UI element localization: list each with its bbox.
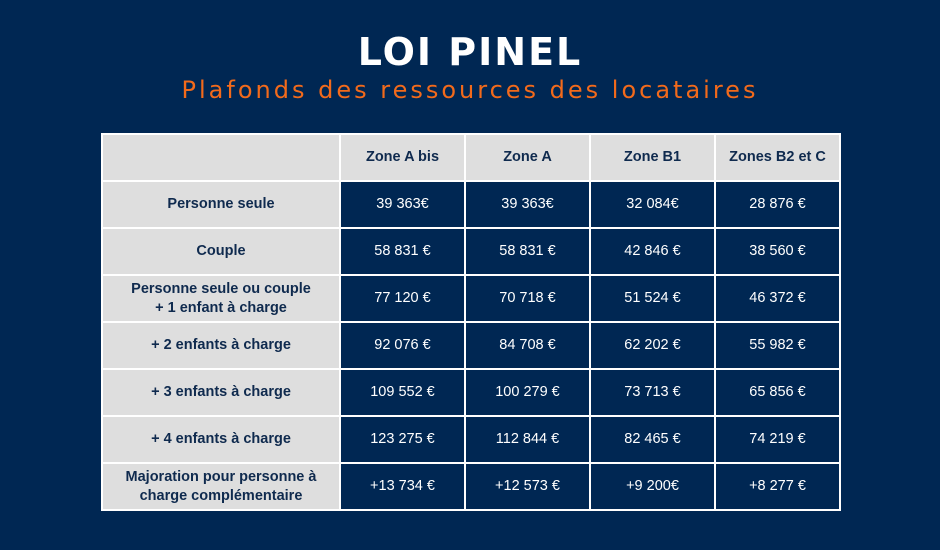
value-cell: 39 363€ [465,181,590,228]
value-cell: 112 844 € [465,416,590,463]
row-label: Personne seule [102,181,340,228]
row-label: + 2 enfants à charge [102,322,340,369]
value-cell: 55 982 € [715,322,840,369]
value-cell: 51 524 € [590,275,715,322]
table-row [102,275,840,322]
value-cell: 84 708 € [465,322,590,369]
value-cell: 62 202 € [590,322,715,369]
value-cell: 77 120 € [340,275,465,322]
value-cell: 58 831 € [340,228,465,275]
value-cell: 39 363€ [340,181,465,228]
table-row [102,322,840,369]
value-cell: 73 713 € [590,369,715,416]
value-cell: 32 084€ [590,181,715,228]
value-cell: 70 718 € [465,275,590,322]
table-row [102,369,840,416]
table-row [102,181,840,228]
row-label: Couple [102,228,340,275]
value-cell: 82 465 € [590,416,715,463]
table-row [102,416,840,463]
value-cell: 46 372 € [715,275,840,322]
row-label: + 4 enfants à charge [102,416,340,463]
column-header: Zones B2 et C [715,134,840,181]
value-cell: +12 573 € [465,463,590,510]
column-header: Zone A bis [340,134,465,181]
page-title: LOI PINEL [357,30,583,74]
income-ceiling-table [101,133,841,511]
table-header-row [102,134,840,181]
value-cell: 74 219 € [715,416,840,463]
value-cell: 65 856 € [715,369,840,416]
value-cell: 109 552 € [340,369,465,416]
corner-cell [102,134,340,181]
row-label: Majoration pour personne à charge complémentaire [102,463,340,510]
page-subtitle: Plafonds des ressources des locataires [181,76,759,104]
value-cell: 58 831 € [465,228,590,275]
value-cell: 100 279 € [465,369,590,416]
value-cell: 92 076 € [340,322,465,369]
column-header: Zone B1 [590,134,715,181]
value-cell: 38 560 € [715,228,840,275]
value-cell: 123 275 € [340,416,465,463]
value-cell: +13 734 € [340,463,465,510]
value-cell: +8 277 € [715,463,840,510]
value-cell: +9 200€ [590,463,715,510]
table-row [102,228,840,275]
row-label: Personne seule ou couple + 1 enfant à charge [102,275,340,322]
table-row [102,463,840,510]
value-cell: 42 846 € [590,228,715,275]
row-label: + 3 enfants à charge [102,369,340,416]
value-cell: 28 876 € [715,181,840,228]
column-header: Zone A [465,134,590,181]
